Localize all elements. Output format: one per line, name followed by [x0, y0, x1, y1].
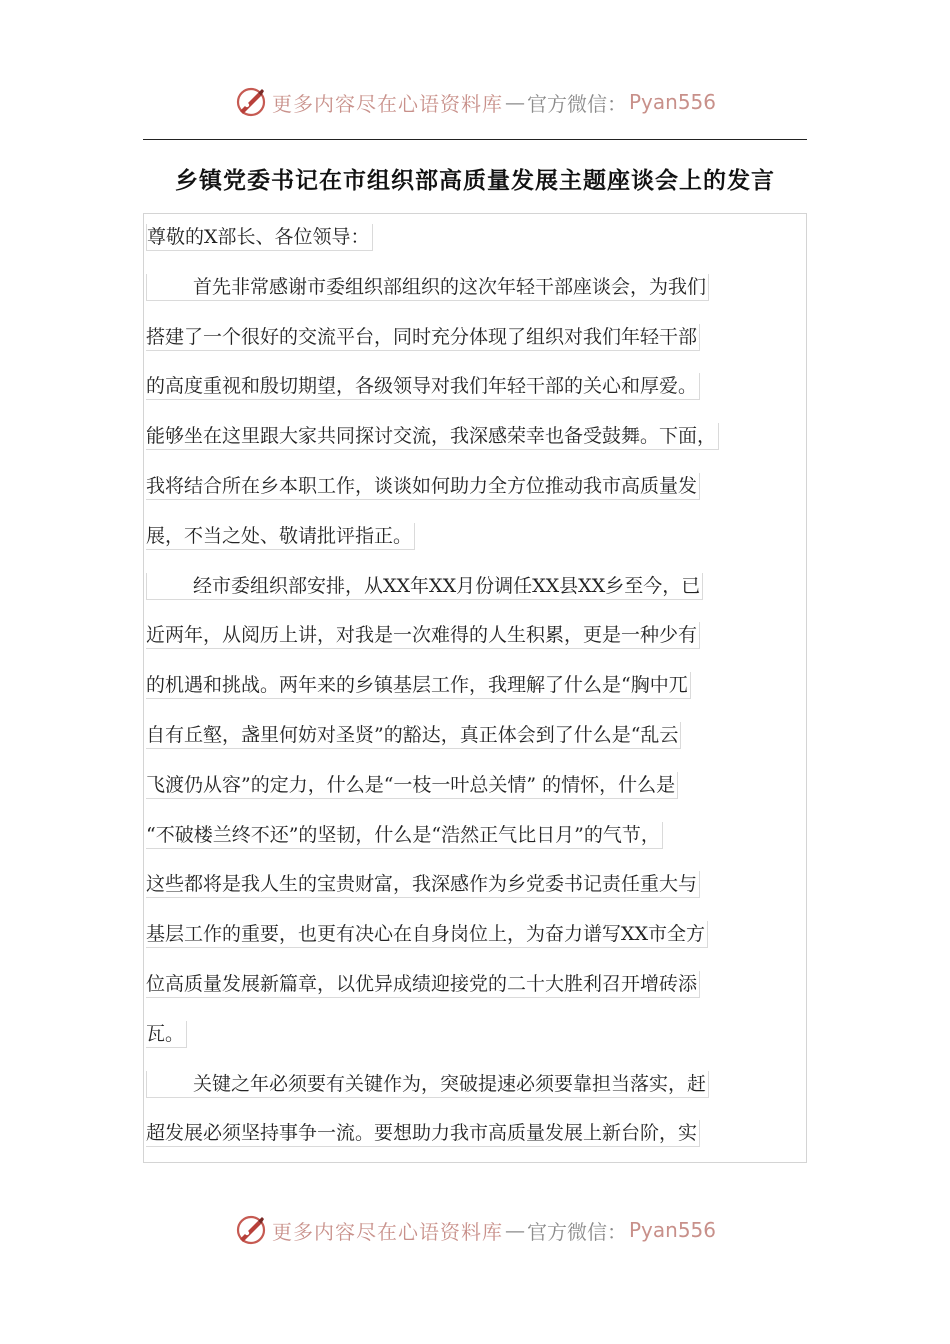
body-line	[146, 822, 806, 872]
body-line	[146, 1071, 806, 1121]
body-line	[146, 722, 806, 772]
line-text: 超发展必须坚持事争一流。要想助力我市高质量发展上新台阶，实	[146, 1120, 700, 1147]
header-banner	[0, 80, 950, 124]
line-text: 展，不当之处、敬请批评指正。	[146, 523, 415, 550]
line-text: 关键之年必须要有关键作为，突破提速必须要靠担当落实，赶	[146, 1071, 709, 1098]
line-text: 位高质量发展新篇章，以优异成绩迎接党的二十大胜利召开增砖添	[146, 971, 700, 998]
body-line	[146, 1021, 806, 1071]
banner-dash: —	[504, 1218, 525, 1242]
line-text: 自有丘壑，盏里何妨对圣贤”的豁达，真正体会到了什么是“乱云	[146, 722, 681, 749]
body-line	[146, 573, 806, 623]
line-text: 的高度重视和殷切期望，各级领导对我们年轻干部的关心和厚爱。	[146, 373, 700, 400]
line-text: 这些都将是我人生的宝贵财富，我深感作为乡党委书记责任重大与	[146, 871, 700, 898]
body-line	[146, 324, 806, 374]
line-text: 首先非常感谢市委组织部组织的这次年轻干部座谈会，为我们	[146, 274, 709, 301]
body-line	[146, 224, 806, 274]
line-text: 近两年，从阅历上讲，对我是一次难得的人生积累，更是一种少有	[146, 622, 700, 649]
body-line	[146, 871, 806, 921]
banner-sub-text: 官方微信：	[526, 1219, 627, 1244]
body-line	[146, 672, 806, 722]
line-text: 基层工作的重要，也更有决心在自身岗位上，为奋力谱写XX市全方	[146, 921, 708, 948]
body-line	[146, 1120, 806, 1170]
banner-handle: Pyan556	[628, 1218, 716, 1242]
footer-banner	[0, 1208, 950, 1252]
line-text: 的机遇和挑战。两年来的乡镇基层工作，我理解了什么是“胸中兀	[146, 672, 691, 699]
body-line	[146, 423, 806, 473]
line-text: 我将结合所在乡本职工作，谈谈如何助力全方位推动我市高质量发	[146, 473, 700, 500]
banner-main-text: 更多内容尽在心语资料库	[271, 1219, 503, 1244]
document-body	[146, 224, 806, 1170]
body-line	[146, 473, 806, 523]
line-text: 能够坐在这里跟大家共同探讨交流，我深感荣幸也备受鼓舞。下面，	[146, 423, 719, 450]
body-line	[146, 274, 806, 324]
line-text: 尊敬的X部长、各位领导：	[146, 224, 373, 251]
body-line	[146, 622, 806, 672]
body-line	[146, 523, 806, 573]
banner-handle: Pyan556	[628, 90, 716, 114]
banner-sub-text: 官方微信：	[526, 91, 627, 116]
banner-dash: —	[504, 90, 525, 114]
line-text: 飞渡仍从容”的定力，什么是“一枝一叶总关情” 的情怀，什么是	[146, 772, 678, 799]
line-text: 搭建了一个很好的交流平台，同时充分体现了组织对我们年轻干部	[146, 324, 700, 351]
body-line	[146, 971, 806, 1021]
document-title: 乡镇党委书记在市组织部高质量发展主题座谈会上的发言	[175, 168, 775, 194]
body-line	[146, 772, 806, 822]
body-line	[146, 921, 806, 971]
body-line	[146, 373, 806, 423]
pen-logo-icon	[234, 1213, 268, 1247]
line-text: 经市委组织部安排，从XX年XX月份调任XX县XX乡至今，已	[146, 573, 703, 600]
line-text: “不破楼兰终不还”的坚韧，什么是“浩然正气比日月”的气节，	[146, 822, 663, 849]
line-text: 瓦。	[146, 1021, 187, 1048]
banner-main-text: 更多内容尽在心语资料库	[271, 91, 503, 116]
header-rule	[143, 139, 807, 140]
pen-logo-icon	[234, 85, 268, 119]
